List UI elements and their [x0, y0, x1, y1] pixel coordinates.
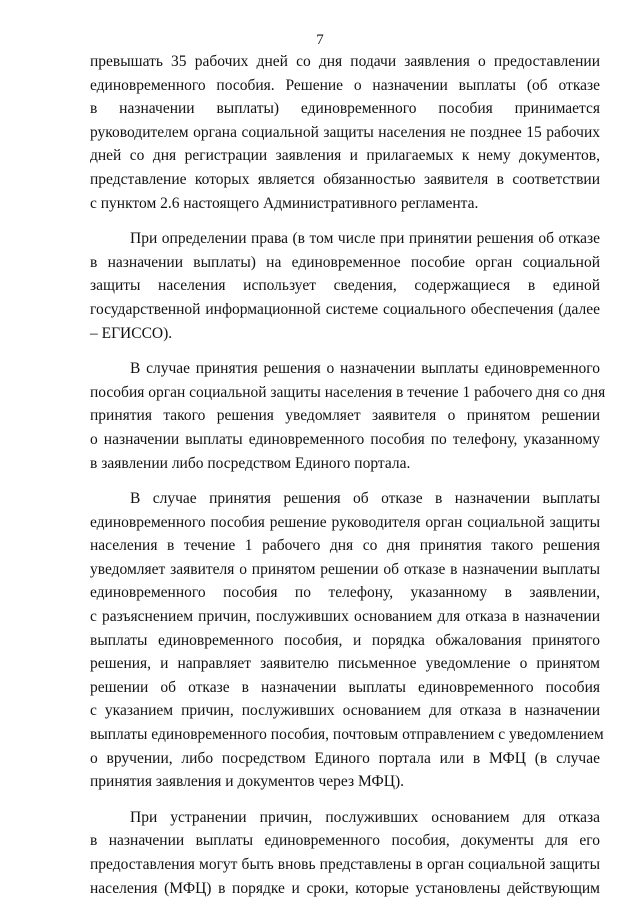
paragraph-egisso [90, 227, 600, 345]
text-line: государственной информационной системе социального обеспечения (далее [90, 300, 600, 318]
text-line: единовременного пособия решение руководителя орган социальной защиты [90, 513, 600, 531]
text-line: в заявлении либо посредством Единого портала. [90, 454, 411, 472]
text-line: В случае принятия решения об отказе в назначении выплаты [130, 490, 600, 508]
paragraph-approval-notice [90, 357, 606, 475]
text-line: с разъяснением причин, послуживших основанием для отказа в назначении [90, 608, 600, 626]
text-line: населения в течение 1 рабочего дня со дня принятия такого решения [90, 537, 600, 555]
text-line: руководителем органа социальной защиты населения не позднее 15 рабочих [90, 123, 600, 141]
text-line: пособия орган социальной защиты населения в течение 1 рабочего дня со дня [90, 383, 606, 401]
text-line: в назначении выплаты единовременного пособия, документы для его [90, 832, 600, 850]
paragraph-refusal-notice [90, 487, 604, 794]
text-line: выплаты единовременного пособия, почтовым отправлением с уведомлением [90, 726, 604, 744]
text-line: превышать 35 рабочих дней со дня подачи заявления о предоставлении [90, 53, 600, 70]
text-line: представление которых является обязанностью заявителя в соответствии [90, 170, 600, 188]
text-line: решения, и направляет заявителю письменное уведомление о принятом [90, 655, 600, 673]
text-line: выплаты единовременного пособия, и порядка обжалования принятого [90, 631, 600, 649]
text-line: в назначении выплаты) на единовременное пособие орган социальной [90, 253, 600, 271]
text-line: о вручении, либо посредством Единого портала или в МФЦ (в случае [90, 749, 600, 767]
text-line: принятия такого решения уведомляет заявителя о принятом решении [90, 407, 600, 425]
text-line: уведомляет заявителя о принятом решении об отказе в назначении выплаты [90, 560, 600, 578]
text-line: При определении права (в том числе при принятии решения об отказе [130, 230, 600, 248]
page-number: 7 [316, 32, 324, 48]
text-line: населения (МФЦ) в порядке и сроки, которые установлены действующим [90, 879, 600, 897]
text-line: единовременного пособия. Решение о назначении выплаты (об отказе [90, 76, 600, 94]
text-line: о назначении выплаты единовременного пособия по телефону, указанному [90, 430, 600, 448]
text-line: в назначении выплаты) единовременного пособия принимается [90, 100, 600, 118]
text-line: защиты населения использует сведения, содержащиеся в единой [90, 277, 600, 295]
text-line: – ЕГИССО). [90, 324, 173, 342]
paragraph-resubmission [90, 806, 600, 900]
text-line: принятия заявления и документов через МФЦ). [90, 773, 404, 791]
text-line: с указанием причин, послуживших основанием для отказа в назначении [90, 702, 600, 720]
text-line: При устранении причин, послуживших основанием для отказа [130, 808, 600, 826]
text-line: В случае принятия решения о назначении выплаты единовременного [130, 360, 600, 378]
text-line: единовременного пособия по телефону, указанному в заявлении, [90, 584, 600, 602]
text-line: предоставления могут быть вновь представлены в орган социальной защиты [90, 856, 600, 873]
text-line: решении об отказе в назначении выплаты единовременного пособия [90, 678, 600, 696]
document-body [90, 50, 606, 900]
text-line: с пунктом 2.6 настоящего Административного регламента. [90, 194, 479, 212]
text-line: дней со дня регистрации заявления и прилагаемых к нему документов, [90, 147, 600, 165]
paragraph-deadline [90, 50, 600, 215]
